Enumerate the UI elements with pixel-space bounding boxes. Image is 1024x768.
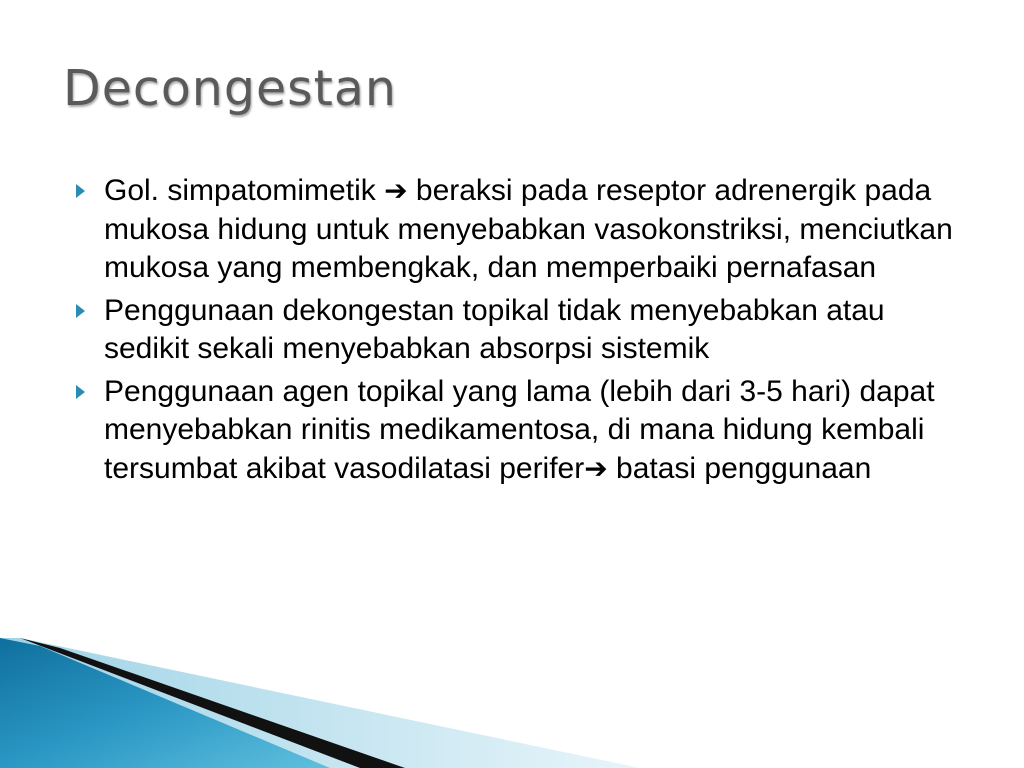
arrow-right-icon: ➔ <box>384 174 408 207</box>
bullet-1-text-a: Gol. simpatomimetik <box>104 174 385 207</box>
bullet-item-1 <box>76 172 976 288</box>
decorative-wave <box>0 638 1024 768</box>
bullet-item-3 <box>76 373 976 489</box>
triangle-bullet-icon <box>76 385 85 399</box>
bullet-item-2 <box>76 292 976 369</box>
triangle-bullet-icon <box>76 184 85 198</box>
slide-title: Decongestan <box>63 60 397 117</box>
bullet-list <box>76 172 976 492</box>
triangle-bullet-icon <box>76 304 85 318</box>
bullet-3-text-a: Penggunaan agen topikal yang lama (lebih dari 3-5 hari) dapat menyebabkan rinitis medikamentosa, di mana hidung kembali tersumbat akibat vasodilatasi perifer <box>104 374 935 485</box>
bullet-1-text-b: beraksi pada reseptor adrenergik pada mukosa hidung untuk menyebabkan vasokonstriksi, menciutkan mukosa yang membengkak, dan memperbaiki pernafasan <box>104 174 953 284</box>
bullet-3-text-b: batasi penggunaan <box>607 451 872 485</box>
arrow-right-icon: ➔ <box>584 451 608 485</box>
bullet-2-text: Penggunaan dekongestan topikal tidak menyebabkan atau sedikit sekali menyebabkan absorpsi sistemik <box>104 293 885 365</box>
